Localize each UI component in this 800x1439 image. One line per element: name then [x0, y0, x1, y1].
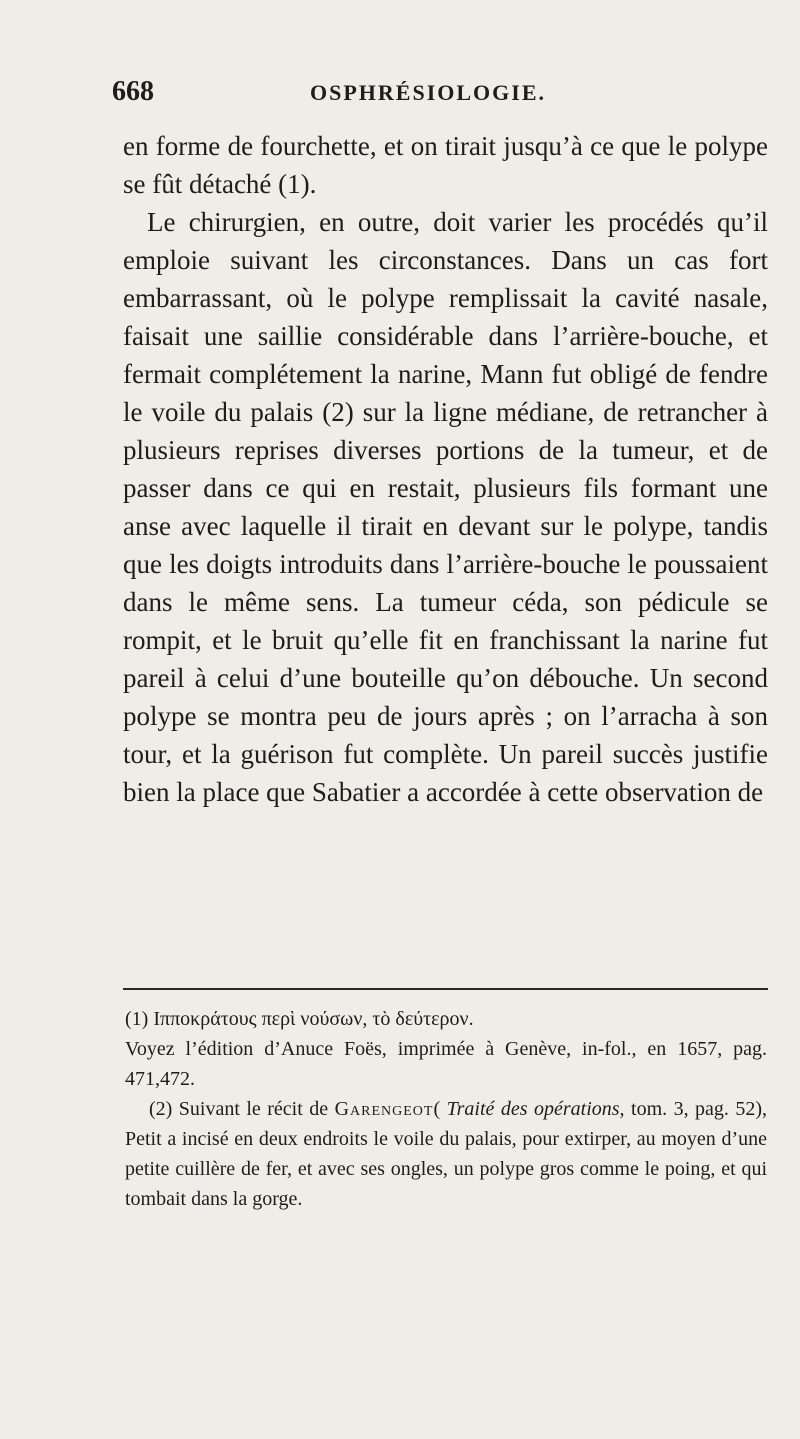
- footnote-2-title: Traité des opérations,: [446, 1098, 625, 1120]
- page-header: [112, 76, 762, 116]
- paragraph-2: Le chirurgien, en outre, doit varier les procédés qu’il emploie suivant les circonstances. Dans un cas fort embarrassant, où le polype remplissait la cavité nasale, faisait une saillie considérable dans l’arrière-bouche, et fermait complétement la narine, Mann fut obligé de fendre le voile du palais (2) sur la ligne médiane, de retrancher à plusieurs reprises diverses portions de la tumeur, et de passer dans ce qui en restait, plusieurs fils formant une anse avec laquelle il tirait en devant sur le polype, tandis que les doigts introduits dans l’arrière-bouche le poussaient dans le même sens. La tumeur céda, son pédicule se rompit, et le bruit qu’elle fit en franchissant la narine fut pareil à celui d’une bouteille qu’on débouche. Un second polype se montra peu de jours après ; on l’arracha à son tour, et la guérison fut complète. Un pareil succès justifie bien la place que Sabatier a accordée à cette observation de: [123, 207, 768, 807]
- footnote-2-open-paren: (: [433, 1098, 441, 1120]
- footnote-1-line-1: (1) Ιπποκράτους περὶ νούσων, τὸ δεύτερον.: [125, 1008, 474, 1030]
- main-text: [123, 127, 768, 811]
- footnotes: [125, 1004, 767, 1214]
- running-head: OSPHRÉSIOLOGIE.: [310, 80, 547, 105]
- footnote-2-label: (2) Suivant le récit de: [149, 1098, 329, 1120]
- footnote-divider: [123, 988, 768, 990]
- paragraph-1: en forme de fourchette, et on tirait jusqu’à ce que le polype se fût détaché (1).: [123, 131, 768, 199]
- page-number: 668: [112, 76, 154, 107]
- footnote-1-line-2: Voyez l’édition d’Anuce Foës, imprimée à Genève, in-fol., en 1657, pag. 471,472.: [125, 1038, 767, 1090]
- footnote-2-rest: tom. 3, pag. 52), Petit a incisé en deux endroits le voile du palais, pour extirper, au moyen d’une petite cuillère de fer, et avec ses ongles, un polype gros comme le poing, et qui tombait dans la gorge.: [125, 1098, 768, 1210]
- footnote-2: [125, 1094, 767, 1214]
- footnote-2-author: Garengeot: [334, 1098, 434, 1120]
